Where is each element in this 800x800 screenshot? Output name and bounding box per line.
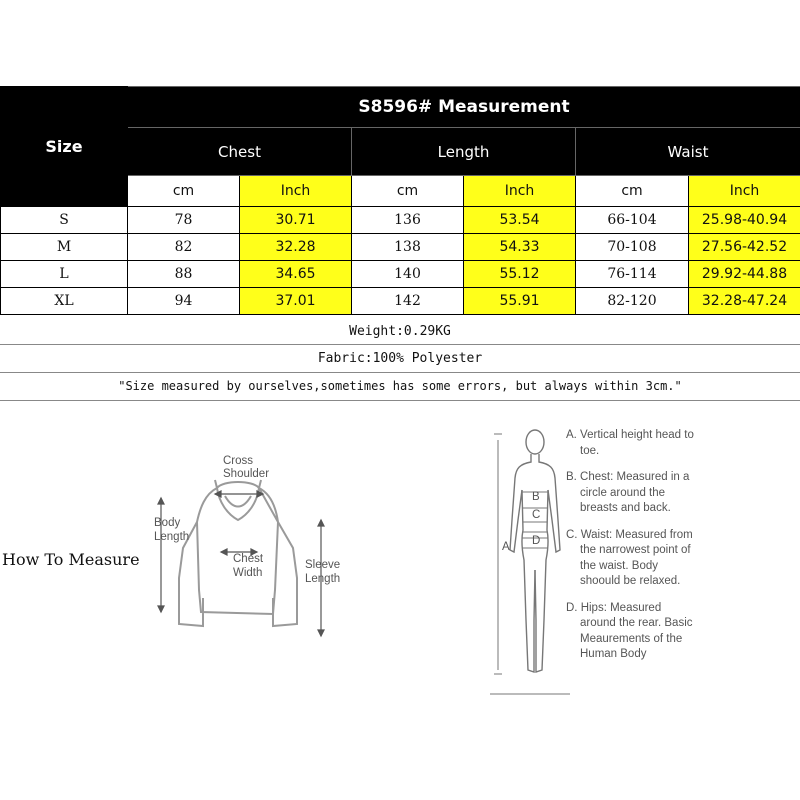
chest-cm-cell: 78 bbox=[128, 207, 240, 234]
cross-shoulder-label: Shoulder bbox=[223, 468, 270, 480]
measurement-legend bbox=[566, 428, 696, 674]
length-cm-cell: 138 bbox=[352, 234, 464, 261]
size-cell: XL bbox=[1, 288, 128, 315]
length-inch-cell: 53.54 bbox=[464, 207, 576, 234]
waist-cm-cell: 76-114 bbox=[576, 261, 689, 288]
chest-group-header: Chest bbox=[128, 128, 352, 176]
length-group-header: Length bbox=[352, 128, 576, 176]
chest-inch-cell: 30.71 bbox=[240, 207, 352, 234]
cross-shoulder-label: Cross bbox=[223, 455, 254, 467]
chest-width-label: Width bbox=[233, 567, 263, 579]
garment-diagram bbox=[145, 450, 345, 650]
length-inch-header: Inch bbox=[464, 176, 576, 207]
size-cell: S bbox=[1, 207, 128, 234]
body-label-a: A bbox=[502, 541, 510, 553]
chest-inch-cell: 37.01 bbox=[240, 288, 352, 315]
fabric-note: Fabric:100% Polyester bbox=[317, 351, 483, 366]
table-title: S8596# Measurement bbox=[128, 87, 800, 128]
sleeve-length-label: Length bbox=[305, 573, 341, 585]
table-row bbox=[1, 288, 800, 315]
body-length-label: Body bbox=[154, 517, 181, 529]
size-chart bbox=[0, 86, 800, 315]
chest-cm-cell: 82 bbox=[128, 234, 240, 261]
waist-cm-cell: 70-108 bbox=[576, 234, 689, 261]
waist-inch-cell: 32.28-47.24 bbox=[689, 288, 800, 315]
chest-cm-cell: 88 bbox=[128, 261, 240, 288]
sleeve-length-label: Sleeve bbox=[305, 559, 341, 571]
length-cm-cell: 136 bbox=[352, 207, 464, 234]
chest-width-label: Chest bbox=[233, 553, 264, 565]
divider bbox=[0, 344, 800, 345]
table-row bbox=[1, 261, 800, 288]
length-inch-cell: 55.91 bbox=[464, 288, 576, 315]
waist-inch-header: Inch bbox=[689, 176, 800, 207]
size-table bbox=[0, 86, 800, 315]
chest-inch-header: Inch bbox=[240, 176, 352, 207]
weight-note: Weight:0.29KG bbox=[349, 324, 451, 339]
waist-inch-cell: 27.56-42.52 bbox=[689, 234, 800, 261]
length-cm-cell: 140 bbox=[352, 261, 464, 288]
legend-item-a: A. Vertical height head to toe. bbox=[566, 429, 694, 457]
chest-inch-cell: 32.28 bbox=[240, 234, 352, 261]
body-label-c: C bbox=[532, 509, 541, 521]
length-inch-cell: 54.33 bbox=[464, 234, 576, 261]
size-cell: M bbox=[1, 234, 128, 261]
chest-cm-cell: 94 bbox=[128, 288, 240, 315]
waist-cm-cell: 82-120 bbox=[576, 288, 689, 315]
table-row bbox=[1, 234, 800, 261]
body-diagram bbox=[490, 420, 570, 700]
length-cm-cell: 142 bbox=[352, 288, 464, 315]
waist-cm-cell: 66-104 bbox=[576, 207, 689, 234]
divider bbox=[0, 400, 800, 401]
waist-cm-header: cm bbox=[576, 176, 689, 207]
table-row bbox=[1, 207, 800, 234]
human-body-icon bbox=[510, 430, 560, 672]
chest-cm-header: cm bbox=[128, 176, 240, 207]
waist-inch-cell: 25.98-40.94 bbox=[689, 207, 800, 234]
disclaimer-note: "Size measured by ourselves,sometimes has some errors, but always within 3cm." bbox=[118, 379, 682, 393]
body-label-b: B bbox=[532, 491, 540, 503]
divider bbox=[0, 372, 800, 373]
chest-inch-cell: 34.65 bbox=[240, 261, 352, 288]
waist-inch-cell: 29.92-44.88 bbox=[689, 261, 800, 288]
body-length-label: Length bbox=[154, 531, 190, 543]
legend-item-b: B. Chest: Measured in a circle around the breasts and back. bbox=[566, 471, 690, 514]
legend-item-d: D. Hips: Measured around the rear. Basic Meaurements of the Human Body bbox=[566, 601, 693, 660]
legend-item-c: C. Waist: Measured from the narrowest point of the waist. Body shoould be relaxed. bbox=[566, 528, 693, 587]
waist-group-header: Waist bbox=[576, 128, 800, 176]
size-column-header: Size bbox=[1, 87, 128, 207]
how-to-measure-label: How To Measure bbox=[2, 550, 140, 569]
body-label-d: D bbox=[532, 535, 541, 547]
length-cm-header: cm bbox=[352, 176, 464, 207]
length-inch-cell: 55.12 bbox=[464, 261, 576, 288]
size-cell: L bbox=[1, 261, 128, 288]
